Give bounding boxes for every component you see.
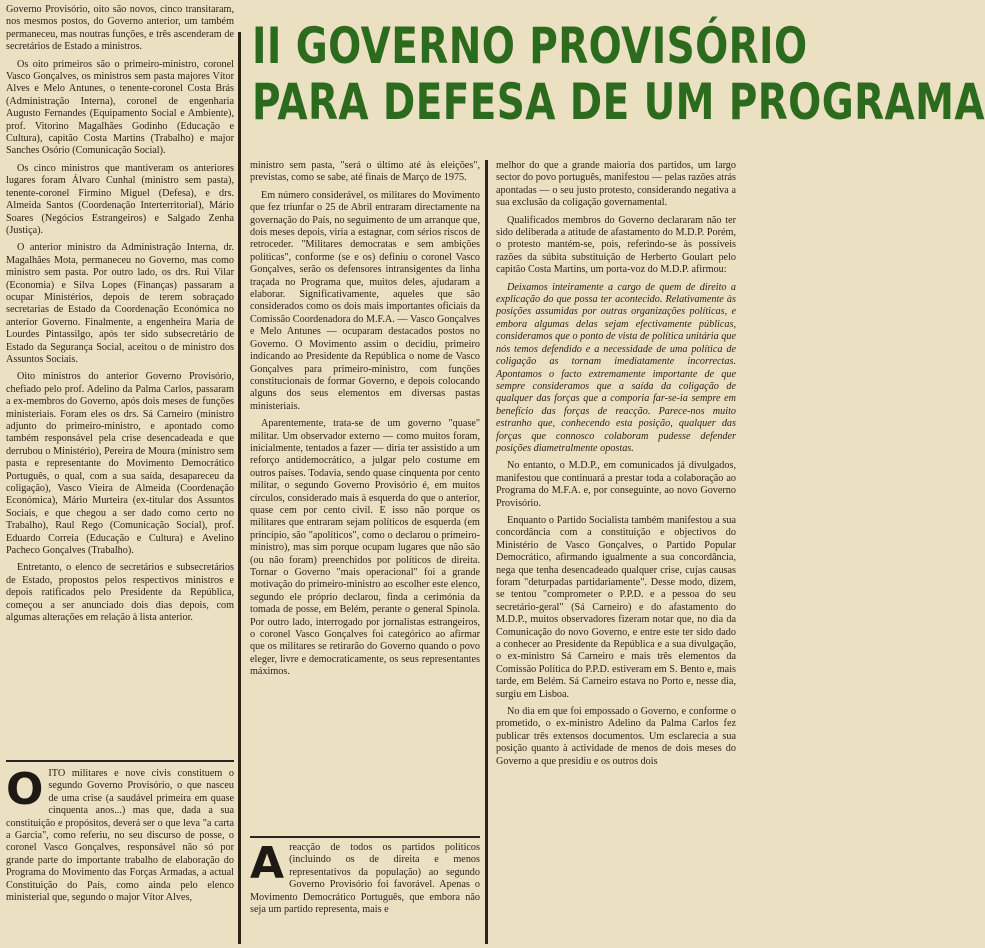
lead-paragraph [6, 764, 234, 904]
column-2-body [250, 160, 480, 830]
paragraph: Qualificados membros do Governo declararam não ter sido deliberada a atitude de afastamento do M.D.P. Porém, o protesto mantém-se, pois, referindo-se às possíveis razões da súbita substituição de Herberto Goulart pelo capitão Costa Martins, um porta-voz do M.D.P. afirmou: [496, 214, 736, 276]
section-rule-col2 [250, 836, 480, 838]
column-1-lead [6, 764, 234, 944]
quote-paragraph: Deixamos inteiramente a cargo de quem de direito a explicação do que possa ter acontecido. Relativamente às posições assumidas por outras organizações políticas, e embora algumas delas sejam efectivamente públicas, consideramos que o ponto de vista de política unitária que nós temos defendido e a necessidade de uma política de coligação as tornam imediatamente incorrectas. Apontamos o facto extremamente importante de que sempre consideramos que a saída da coligação de qualquer das forças que a comporia far-se-ia sempre em benefício das forças de reacção. Parece-nos muito estranho que, conhecendo esta posição, qualquer das forças que connosco colaboram pudesse defender posições diametralmente opostas. [496, 281, 736, 454]
paragraph: Governo Provisório, oito são novos, cinco transitaram, nos mesmos postos, do Governo anterior, um também permaneceu, mas noutras funções, e três ascenderam de secretários de Estado a ministros. [6, 4, 234, 53]
lead-text: ITO militares e nove civis constituem o segundo Governo Provisório, o que nasceu de uma crise (a saudável primeira em quase cinquenta anos...) mas que, dada a sua constituição e propósitos, deverá ser o que leva "a carta a Garcia", como referiu, no seu discurso de posse, o coronel Vasco Gonçalves, responsável não só por grande parte do importante trabalho de elaboração do Programa do Movimento das Forças Armadas, a actual Constituição do País, como ainda pelo elenco ministerial que, segundo o major Vítor Alves, [6, 768, 234, 904]
headline-line-1: II GOVERNO PROVISÓRIO [252, 17, 808, 75]
paragraph: Em número considerável, os militares do Movimento que fez triunfar o 25 de Abril entraram directamente na governação do País, no seguimento de um arranque que, dois meses depois, viria a estagnar, com sérios riscos de retroceder. "Militares democratas e sem ambições políticas", conforme (se e os) definiu o coronel Vasco Gonçalves, serão os defensores intransigentes da linha traçada no Programa que, muitos deles, ajudaram a elaborar. Significativamente, aqueles que são considerados como os dois mais importantes oficiais da Comissão Coordenadora do M.F.A. — Vasco Gonçalves e Melo Antunes — ocuparam destacados postos no Governo. O Movimento assim o decidiu, primeiro indicando ao Presidente da República o nome de Vasco Gonçalves para primeiro-ministro, com funções constitucionais de formar Governo, e depois colocando alguns dos seus elementos em diversas pastas ministeriais. [250, 189, 480, 412]
paragraph: Entretanto, o elenco de secretários e subsecretários de Estado, propostos pelos respectivos ministros e depois ratificados pelo Presidente da República, começou a ser anunciado dois dias depois, com algumas alterações em relação à lista anterior. [6, 562, 234, 624]
column-2-lead [250, 838, 480, 946]
paragraph: Os cinco ministros que mantiveram os anteriores lugares foram Álvaro Cunhal (ministro sem pasta), tenente-coronel Firmino Miguel (Defesa), e drs. Almeida Santos (Coordenação Interterritorial), Mário Soares (Negócios Estrangeiros) e Salgado Zenha (Justiça). [6, 162, 234, 236]
paragraph: Enquanto o Partido Socialista também manifestou a sua concordância com a constituição e objectivos do Ministério de Vasco Gonçalves, o Partido Popular Democrático, afirmando igualmente a sua concordância, nega que tenha desencadeado qualquer crise, cujas causas foram "deturpadas partidariamente". Desse modo, dizem, se tentou "comprometer o P.P.D. e a pessoa do seu secretário-geral" (Sá Carneiro) e do afastamento do M.D.P., muitos observadores fizeram notar que, no dia da Comunicação do novo Governo, e entre este ter sido dado a conhecer ao Presidente da República e a sua divulgação, o ex-ministro Sá Carneiro e mais três elementos da Comissão Política do P.P.D. estiveram em S. Bento e, mais tarde, em Belém. Sá Carneiro estava no Porto e, nesse dia, surgiu em Lisboa. [496, 514, 736, 700]
paragraph: ministro sem pasta, "será o último até às eleições", previstas, como se sabe, até finais de Março de 1975. [250, 160, 480, 184]
paragraph: No dia em que foi empossado o Governo, e conforme o prometido, o ex-ministro Adelino da Palma Carlos fez publicar três extensos documentos. Um esclarecia a sua posição quanto à actividade de menos de dois meses do Governo a que presidiu e os outros dois [496, 706, 736, 767]
paragraph: O anterior ministro da Administração Interna, dr. Magalhães Mota, permaneceu no Governo, mas como ministro sem pasta. Por outro lado, os drs. Rui Vilar (Economia) e Silva Lopes (Finanças) passaram a ocupar Ministérios, depois de terem sobraçado secretarias de Estado da Coordenação Económica no anterior Governo. Finalmente, a engenheira Maria de Lourdes Pintassilgo, após ter sido subsecretário de Estado da Segurança Social, aceitou o de ministro dos Assuntos Sociais. [6, 242, 234, 365]
paragraph: Aparentemente, trata-se de um governo "quase" militar. Um observador externo — como muitos foram, inicialmente, tentados a fazer — diria ter assistido a um reforço antidemocrático, a julgar pelo costume em outros países. Todavia, sendo quase cinquenta por cento militar, o segundo Governo Provisório é, em muitos círculos, considerado mais à esquerda do que o anterior, quase cem por cento civil. E isso não porque os militares que entraram sejam políticos de esquerda (em princípio, são "apolíticos", como o declarou o primeiro-ministro), mas sim porque ocupam lugares que não são (ou não foram) preenchidos por políticos de direita. Tornar o Governo "mais operacional" foi a grande motivação do primeiro-ministro ao escolher este elenco, segundo ele próprio declarou, finda a cerimónia da tomada de posse, em Belém, perante o general Spínola. Por outro lado, interrogado por jornalistas estrangeiros, o coronel Vasco Gonçalves foi categórico ao afirmar que os militares se retirarão do Governo quando o povo eleger, livre e democraticamente, os seus representantes máximos. [250, 418, 480, 678]
column-1-body [6, 4, 234, 756]
drop-cap: A [250, 838, 285, 889]
drop-cap: O [6, 764, 44, 815]
paragraph: Oito ministros do anterior Governo Provisório, chefiado pelo prof. Adelino da Palma Carlos, passaram a ex-membros do Governo, após dois meses de funções ministeriais. Foram eles os drs. Sá Carneiro (ministro adjunto do primeiro-ministro, e apontado como também responsável pela crise desencadeada e que derrubou o Ministério), Pereira de Moura (ministro sem pasta e representante do Movimento Democrático Português, o qual, com a sua saída, desapareceu da coligação), Vasco Vieira de Almeida (Coordenação Económica), Mário Murteira (ex-titular dos Assuntos Sociais, e que chegou a ser dado como certo no Trabalho), Raul Rego (Comunicação Social), prof. Eduardo Correia (Educação e Cultura) e Avelino Pacheco Gonçalves (Trabalho). [6, 371, 234, 557]
headline-line-2: PARA DEFESA DE UM PROGRAMA [252, 73, 985, 131]
column-rule-right [485, 160, 488, 944]
paragraph: No entanto, o M.D.P., em comunicados já divulgados, manifestou que continuará a prestar toda a colaboração ao Programa do M.F.A. e, por conseguinte, ao novo Governo Provisório. [496, 460, 736, 509]
lead-paragraph [250, 838, 480, 916]
paragraph: melhor do que a grande maioria dos partidos, um largo sector do povo português, manifestou — pelas razões atrás apontadas — o seu justo protesto, considerando negativa a sua exclusão da coligação governamental. [496, 160, 736, 209]
column-rule-left [238, 32, 241, 944]
column-3-body [496, 160, 736, 946]
paragraph: Os oito primeiros são o primeiro-ministro, coronel Vasco Gonçalves, os ministros sem pasta majores Vítor Alves e Melo Antunes, o tenente-coronel Costa Brás (Administração Interna), coronel de engenharia Augusto Fernandes (Equipamento Social e Ambiente), prof. Vitorino Magalhães Godinho (Educação e Cultura), capitão Costa Martins (Trabalho) e major Sanches Osório (Comunicação Social). [6, 58, 234, 157]
section-rule-col1 [6, 760, 234, 762]
lead-text: reacção de todos os partidos políticos (incluindo os de direita e menos representativos da população) ao segundo Governo Provisório foi favorável. Apenas o Movimento Democrático Português, que embora não seja um partido representa, mais e [250, 842, 480, 916]
